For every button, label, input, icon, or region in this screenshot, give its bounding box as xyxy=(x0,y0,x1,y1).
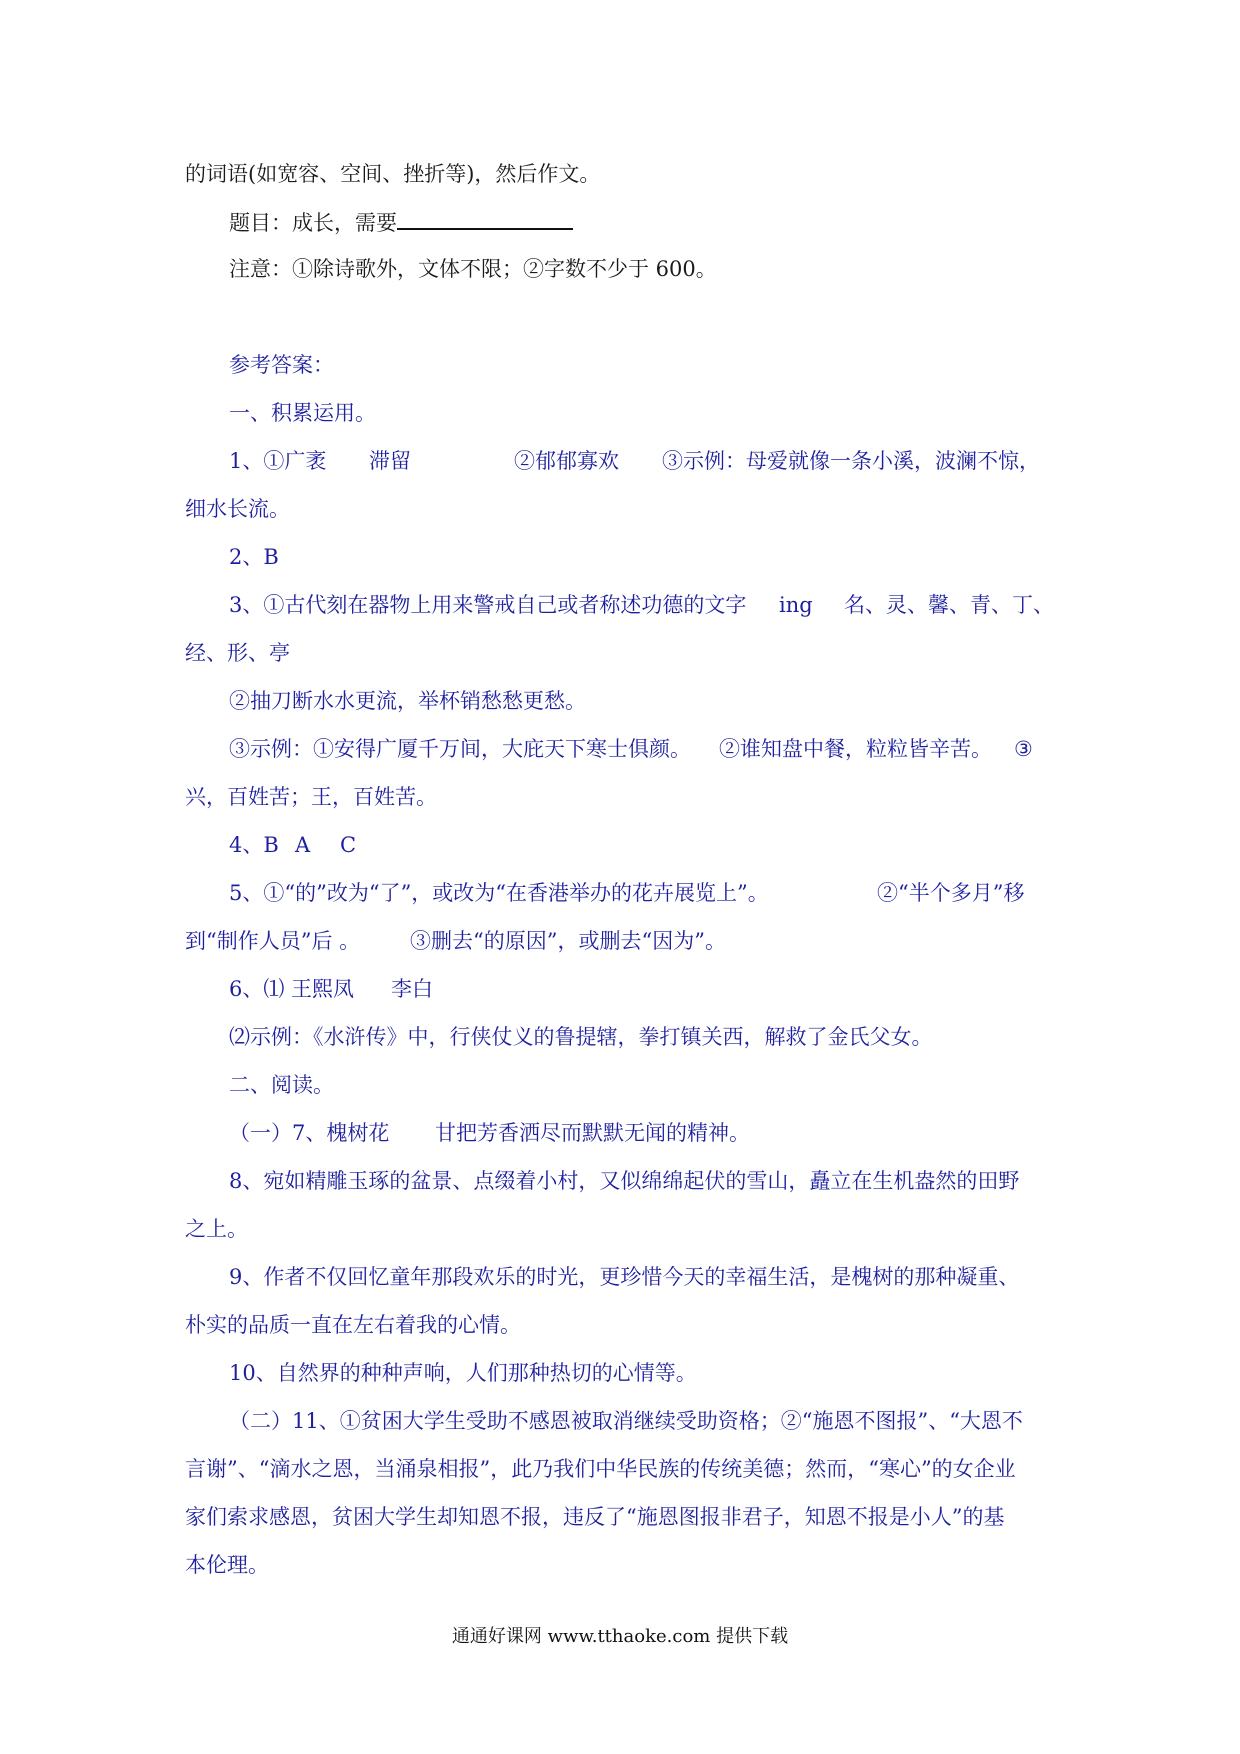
answer-fragment: （一）7、槐树花 xyxy=(229,1121,390,1145)
answer-line: 经、形、亭 xyxy=(185,641,290,665)
answer-fragment: 名、灵、馨、青、丁、 xyxy=(844,593,1054,617)
answer-line: 朴实的品质一直在左右着我的心情。 xyxy=(185,1313,521,1337)
answers-heading: 参考答案： xyxy=(229,353,334,377)
answer-line: 言谢”、“滴水之恩，当涌泉相报”，此乃我们中华民族的传统美德；然而，“寒心”的女企业 xyxy=(185,1457,1016,1481)
answer-fragment: 甘把芳香洒尽而默默无闻的精神。 xyxy=(435,1121,750,1145)
answer-fragment: A xyxy=(295,833,311,857)
answer-fragment: ③示例：①安得广厦千万间，大庇天下寒士俱颜。 xyxy=(229,737,691,761)
answer-line: 2、B xyxy=(229,545,279,569)
answer-line: 之上。 xyxy=(185,1217,248,1241)
answer-fragment: ②谁知盘中餐，粒粒皆辛苦。 xyxy=(719,737,992,761)
essay-title xyxy=(229,206,573,238)
answer-fragment: ②郁郁寡欢 xyxy=(514,449,619,473)
answer-line xyxy=(185,926,726,956)
answer-line: ⑵示例：《水浒传》中，行侠仗义的鲁提辖，拳打镇关西，解救了金氏父女。 xyxy=(229,1025,933,1049)
prompt-line: 的词语(如宽容、空间、挫折等)，然后作文。 xyxy=(185,162,601,186)
answer-fragment: 5、①“的”改为“了”，或改为“在香港举办的花卉展览上”。 xyxy=(229,881,769,905)
answer-line xyxy=(229,878,1025,908)
answer-fragment: 1、①广袤 xyxy=(229,449,327,473)
answer-fragment: 到“制作人员”后 。 xyxy=(185,929,361,953)
answer-fragment: C xyxy=(340,833,357,857)
answer-line xyxy=(229,1118,750,1148)
answer-line: 9、作者不仅回忆童年那段欢乐的时光，更珍惜今天的幸福生活，是槐树的那种凝重、 xyxy=(229,1265,1020,1289)
page-footer: 通通好课网 www.tthaoke.com 提供下载 xyxy=(451,1626,789,1647)
answer-fragment: 6、⑴ 王熙凤 xyxy=(229,977,355,1001)
answer-line: 10、自然界的种种声响，人们那种热切的心情等。 xyxy=(229,1361,697,1385)
answer-fragment: 李白 xyxy=(391,977,433,1001)
answer-fragment: 滞留 xyxy=(369,449,411,473)
answer-line xyxy=(229,974,433,1004)
answer-line xyxy=(229,590,1054,620)
essay-note: 注意：①除诗歌外，文体不限；②字数不少于 600。 xyxy=(229,257,717,281)
answer-fragment: ②“半个多月”移 xyxy=(877,881,1025,905)
answer-line: 家们索求感恩，贫困大学生却知恩不报，违反了“施恩图报非君子，知恩不报是小人”的基 xyxy=(185,1505,1005,1529)
answer-fragment: ③ xyxy=(1014,737,1033,761)
essay-title-text: 题目：成长，需要 xyxy=(229,211,397,235)
answer-line: 8、宛如精雕玉琢的盆景、点缀着小村，又似绵绵起伏的雪山，矗立在生机盎然的田野 xyxy=(229,1169,1020,1193)
answer-line: 本伦理。 xyxy=(185,1553,269,1577)
answer-line: 兴，百姓苦；王，百姓苦。 xyxy=(185,785,437,809)
answer-fragment: ing xyxy=(779,593,813,617)
answer-fragment: 4、B xyxy=(229,833,279,857)
answer-line: ②抽刀断水水更流，举杯销愁愁更愁。 xyxy=(229,689,586,713)
answer-line: （二）11、①贫困大学生受助不感恩被取消继续受助资格；②“施恩不图报”、“大恩不 xyxy=(229,1409,1023,1433)
answer-fragment: ③删去“的原因”，或删去“因为”。 xyxy=(410,929,726,953)
section-heading: 一、积累运用。 xyxy=(229,401,376,425)
answer-line xyxy=(229,446,1040,476)
title-blank xyxy=(397,206,573,230)
section-heading: 二、阅读。 xyxy=(229,1073,334,1097)
answer-line xyxy=(229,734,1033,764)
answer-fragment: 3、①古代刻在器物上用来警戒自己或者称述功德的文字 xyxy=(229,593,747,617)
answer-line xyxy=(229,830,357,860)
answer-fragment: ③示例：母爱就像一条小溪，波澜不惊， xyxy=(662,449,1040,473)
answer-line: 细水长流。 xyxy=(185,497,290,521)
